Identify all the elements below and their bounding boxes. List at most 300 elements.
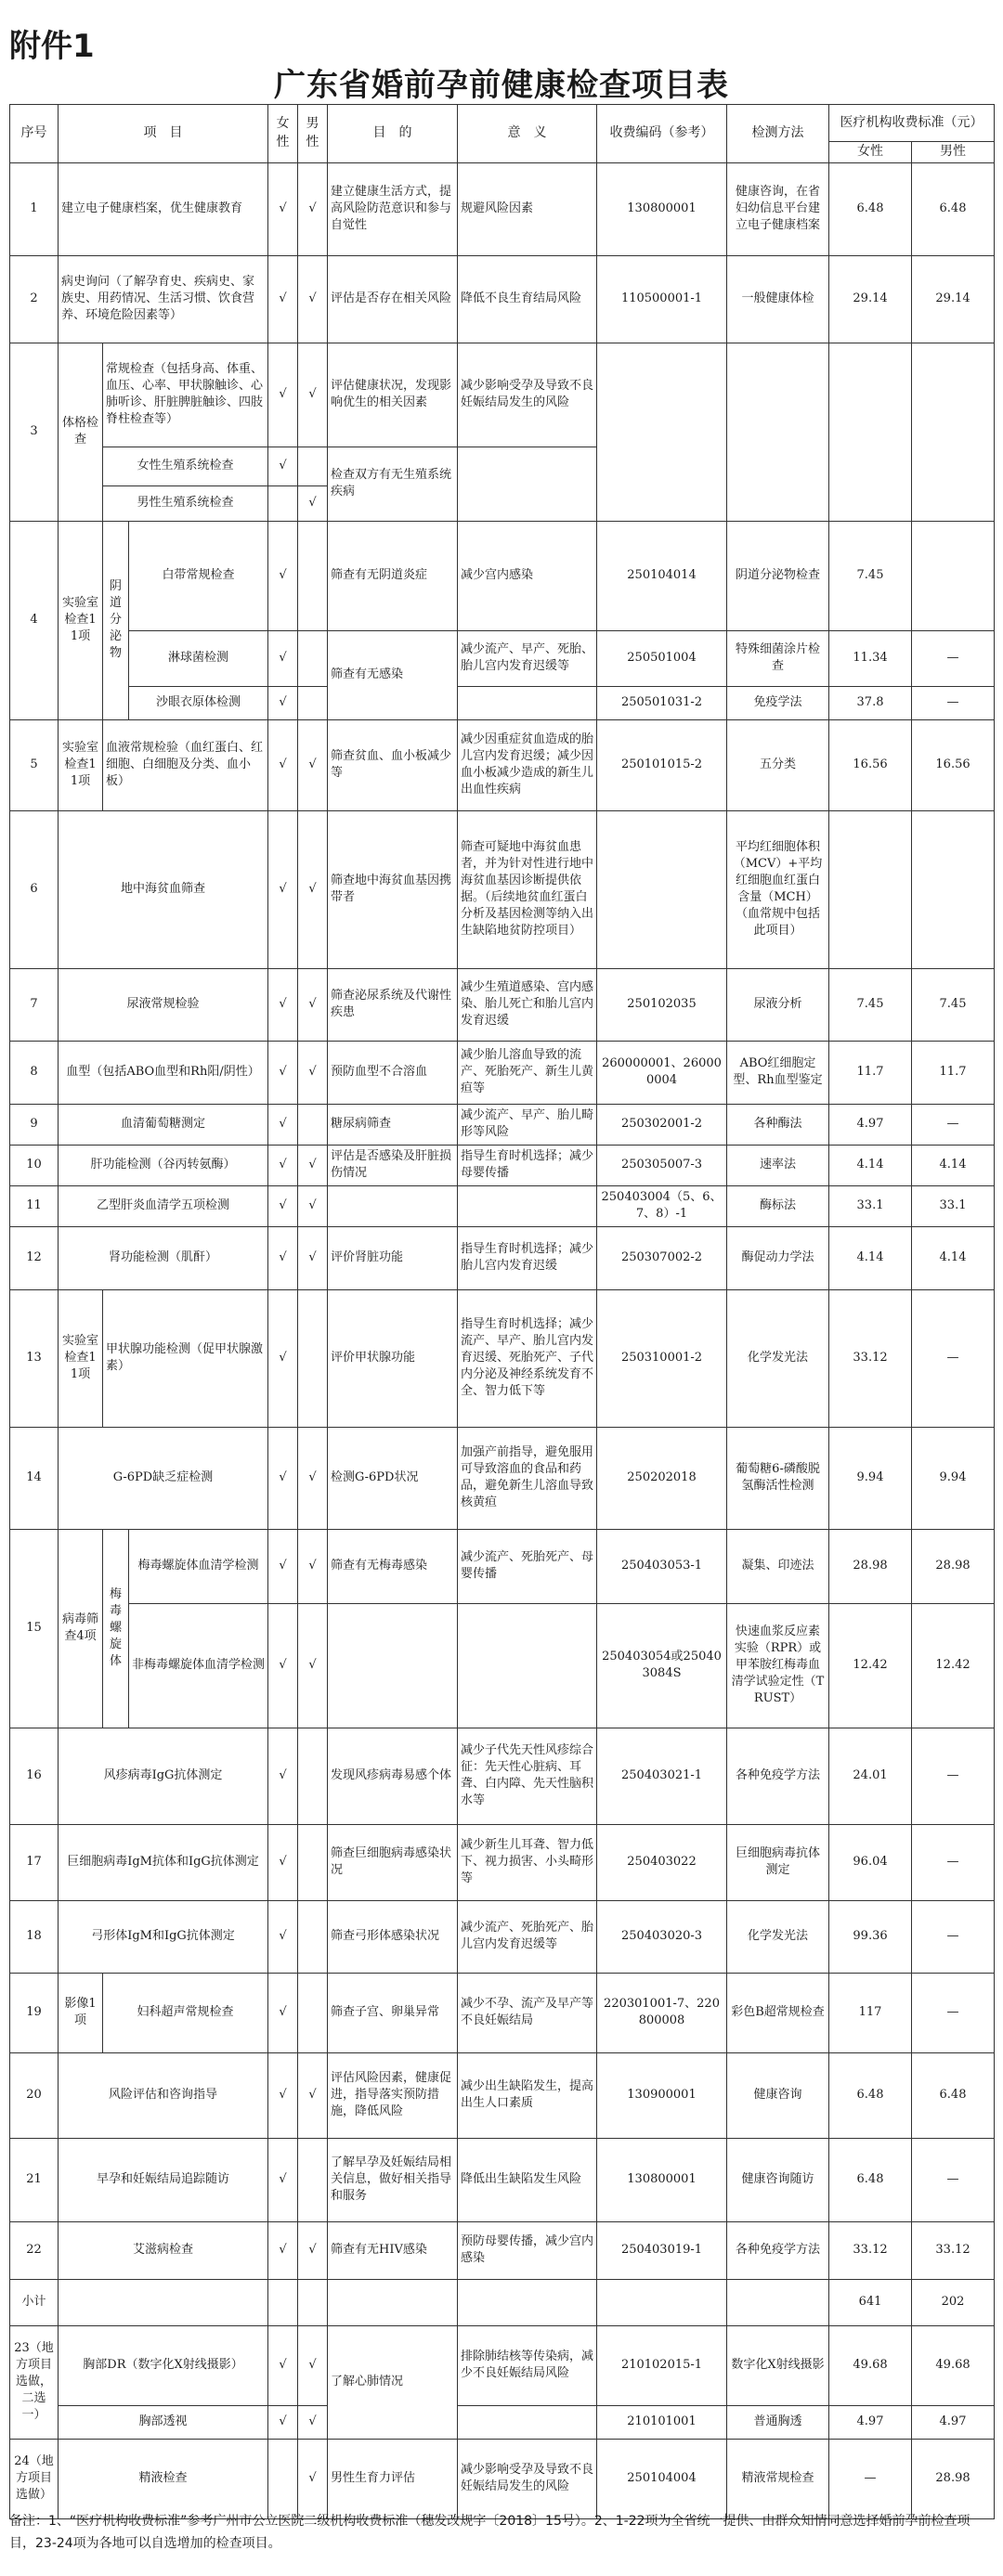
row-item: 胸部DR（数字化X射线摄影） bbox=[59, 2325, 268, 2405]
row-method: 健康咨询随访 bbox=[727, 2138, 829, 2221]
row-no: 11 bbox=[10, 1185, 59, 1226]
female-check: √ bbox=[268, 162, 298, 255]
row-purpose: 筛查地中海贫血基因携带者 bbox=[328, 810, 458, 968]
row-method: 各种酶法 bbox=[727, 1104, 829, 1145]
table-row bbox=[10, 1041, 995, 1104]
row-item: 男性生殖系统检查 bbox=[103, 485, 268, 521]
row-item: 艾滋病检查 bbox=[59, 2221, 268, 2279]
row-purpose: 评估健康状况，发现影响优生的相关因素 bbox=[328, 343, 458, 447]
row-meaning: 指导生育时机选择；减少母婴传播 bbox=[458, 1145, 597, 1185]
row-method: 尿液分析 bbox=[727, 968, 829, 1041]
header-male: 男性 bbox=[298, 105, 328, 163]
male-check: √ bbox=[298, 1185, 328, 1226]
row-method: 化学发光法 bbox=[727, 1900, 829, 1973]
row-fee-male: 4.14 bbox=[912, 1145, 995, 1185]
male-check: √ bbox=[298, 2221, 328, 2279]
row-purpose: 评估风险因素，健康促进，指导落实预防措施，降低风险 bbox=[328, 2052, 458, 2138]
female-check: √ bbox=[268, 2325, 298, 2405]
row-meaning bbox=[458, 447, 597, 521]
row-item: 风险评估和咨询指导 bbox=[59, 2052, 268, 2138]
row-purpose bbox=[328, 1185, 458, 1226]
row-method: 健康咨询，在省妇幼信息平台建立电子健康档案 bbox=[727, 162, 829, 255]
row-item: 风疹病毒IgG抗体测定 bbox=[59, 1728, 268, 1824]
row-fee-code: 260000001、260000004 bbox=[597, 1041, 727, 1104]
row-fee-male: 12.42 bbox=[912, 1603, 995, 1728]
female-check: √ bbox=[268, 2221, 298, 2279]
row-purpose: 评价甲状腺功能 bbox=[328, 1289, 458, 1427]
row-method: 免疫学法 bbox=[727, 686, 829, 719]
row-fee-male: — bbox=[912, 1728, 995, 1824]
row-no: 4 bbox=[10, 521, 59, 719]
table-row bbox=[10, 1973, 995, 2052]
row-no: 8 bbox=[10, 1041, 59, 1104]
row-fee-female: 33.1 bbox=[829, 1185, 912, 1226]
male-check: √ bbox=[298, 1145, 328, 1185]
row-item: 尿液常规检验 bbox=[59, 968, 268, 1041]
female-check: √ bbox=[268, 1145, 298, 1185]
row-method: 数字化X射线摄影 bbox=[727, 2325, 829, 2405]
row-item: 早孕和妊娠结局追踪随访 bbox=[59, 2138, 268, 2221]
row-fee-code: 210101001 bbox=[597, 2405, 727, 2439]
male-check: √ bbox=[298, 968, 328, 1041]
row-fee-female: 33.12 bbox=[829, 1289, 912, 1427]
row-fee-male: — bbox=[912, 686, 995, 719]
row-group: 实验室检查11项 bbox=[59, 719, 103, 810]
table-row bbox=[10, 1226, 995, 1289]
row-fee-code: 250403054或250403084S bbox=[597, 1603, 727, 1728]
header-fee-standard: 医疗机构收费标准（元） bbox=[829, 105, 995, 142]
row-item: 胸部透视 bbox=[59, 2405, 268, 2439]
female-check: √ bbox=[268, 1973, 298, 2052]
header-no: 序号 bbox=[10, 105, 59, 163]
table-header-row bbox=[10, 105, 995, 142]
row-fee-code: 250403020-3 bbox=[597, 1900, 727, 1973]
row-purpose: 评估是否感染及肝脏损伤情况 bbox=[328, 1145, 458, 1185]
row-no: 3 bbox=[10, 343, 59, 521]
male-check bbox=[298, 1104, 328, 1145]
row-fee-male: — bbox=[912, 1900, 995, 1973]
row-purpose: 检测G-6PD状况 bbox=[328, 1427, 458, 1529]
table-row bbox=[10, 719, 995, 810]
row-no: 19 bbox=[10, 1973, 59, 2052]
row-method: 平均红细胞体积（MCV）+平均红细胞血红蛋白含量（MCH）（血常规中包括此项目） bbox=[727, 810, 829, 968]
row-method: 速率法 bbox=[727, 1145, 829, 1185]
row-no: 20 bbox=[10, 2052, 59, 2138]
table-row bbox=[10, 2405, 995, 2439]
female-check: √ bbox=[268, 630, 298, 686]
male-check bbox=[298, 521, 328, 630]
female-check: √ bbox=[268, 1728, 298, 1824]
row-meaning: 筛查可疑地中海贫血患者，并为针对性进行地中海贫血基因诊断提供依据。（后续地贫血红蛋白分析及基因检测等纳入出生缺陷地贫防控项目） bbox=[458, 810, 597, 968]
table-row bbox=[10, 162, 995, 255]
male-check: √ bbox=[298, 2439, 328, 2518]
row-fee-female: 6.48 bbox=[829, 162, 912, 255]
row-no: 22 bbox=[10, 2221, 59, 2279]
female-check: √ bbox=[268, 255, 298, 343]
row-fee-female: 99.36 bbox=[829, 1900, 912, 1973]
row-method: 快速血浆反应素实验（RPR）或甲苯胺红梅毒血清学试验定性（TRUST） bbox=[727, 1603, 829, 1728]
row-meaning: 降低出生缺陷发生风险 bbox=[458, 2138, 597, 2221]
row-fee-code: 250102035 bbox=[597, 968, 727, 1041]
row-meaning: 减少流产、死胎死产、胎儿宫内发育迟缓等 bbox=[458, 1900, 597, 1973]
row-meaning bbox=[458, 2405, 597, 2439]
table-row bbox=[10, 1289, 995, 1427]
table-row bbox=[10, 2221, 995, 2279]
row-method: 阴道分泌物检查 bbox=[727, 521, 829, 630]
row-item: 梅毒螺旋体血清学检测 bbox=[129, 1529, 268, 1603]
row-fee-female: 6.48 bbox=[829, 2052, 912, 2138]
female-check: √ bbox=[268, 1603, 298, 1728]
row-fee-female: 33.12 bbox=[829, 2221, 912, 2279]
row-group: 影像1项 bbox=[59, 1973, 103, 2052]
row-fee-female bbox=[829, 343, 912, 521]
female-check: √ bbox=[268, 1824, 298, 1900]
header-item: 项 目 bbox=[59, 105, 268, 163]
row-item: 常规检查（包括身高、体重、血压、心率、甲状腺触诊、心肺听诊、肝脏脾脏触诊、四肢脊柱检查等） bbox=[103, 343, 268, 447]
header-method: 检测方法 bbox=[727, 105, 829, 163]
row-meaning: 减少宫内感染 bbox=[458, 521, 597, 630]
row-method bbox=[727, 343, 829, 521]
row-fee-code: 220301001-7、220800008 bbox=[597, 1973, 727, 2052]
row-no: 7 bbox=[10, 968, 59, 1041]
row-method: 葡萄糖6-磷酸脱氢酶活性检测 bbox=[727, 1427, 829, 1529]
row-item: 巨细胞病毒IgM抗体和IgG抗体测定 bbox=[59, 1824, 268, 1900]
male-check: √ bbox=[298, 255, 328, 343]
row-no: 10 bbox=[10, 1145, 59, 1185]
row-fee-female: 4.14 bbox=[829, 1226, 912, 1289]
female-check: √ bbox=[268, 1289, 298, 1427]
subtotal-row bbox=[10, 2279, 995, 2325]
male-check bbox=[298, 1973, 328, 2052]
row-fee-male: 33.12 bbox=[912, 2221, 995, 2279]
row-group: 体格检查 bbox=[59, 343, 103, 521]
row-method: 一般健康体检 bbox=[727, 255, 829, 343]
row-fee-code: 210102015-1 bbox=[597, 2325, 727, 2405]
female-check: √ bbox=[268, 521, 298, 630]
row-purpose: 筛查有无HIV感染 bbox=[328, 2221, 458, 2279]
row-meaning bbox=[458, 1185, 597, 1226]
header-fee-code: 收费编码（参考） bbox=[597, 105, 727, 163]
row-item: 弓形体IgM和IgG抗体测定 bbox=[59, 1900, 268, 1973]
row-purpose: 筛查贫血、血小板减少等 bbox=[328, 719, 458, 810]
row-purpose: 预防血型不合溶血 bbox=[328, 1041, 458, 1104]
row-item: 血液常规检验（血红蛋白、红细胞、白细胞及分类、血小板） bbox=[103, 719, 268, 810]
row-method: 特殊细菌涂片检查 bbox=[727, 630, 829, 686]
row-fee-male: 11.7 bbox=[912, 1041, 995, 1104]
row-purpose: 筛查子宫、卵巢异常 bbox=[328, 1973, 458, 2052]
row-meaning: 加强产前指导，避免服用可导致溶血的食品和药品，避免新生儿溶血导致核黄疸 bbox=[458, 1427, 597, 1529]
row-method: 酶促动力学法 bbox=[727, 1226, 829, 1289]
male-check bbox=[298, 1824, 328, 1900]
row-purpose: 筛查有无感染 bbox=[328, 630, 458, 719]
row-method: 各种免疫学方法 bbox=[727, 1728, 829, 1824]
female-check: √ bbox=[268, 686, 298, 719]
row-fee-male: 4.97 bbox=[912, 2405, 995, 2439]
row-no: 23（地方项目选做，二选一） bbox=[10, 2325, 59, 2439]
table-row bbox=[10, 968, 995, 1041]
row-no: 24（地方项目选做） bbox=[10, 2439, 59, 2518]
row-fee-male: 28.98 bbox=[912, 2439, 995, 2518]
row-fee-code: 130800001 bbox=[597, 2138, 727, 2221]
header-meaning: 意 义 bbox=[458, 105, 597, 163]
female-check: √ bbox=[268, 1529, 298, 1603]
row-no: 1 bbox=[10, 162, 59, 255]
row-item: 肾功能检测（肌酐） bbox=[59, 1226, 268, 1289]
row-no: 18 bbox=[10, 1900, 59, 1973]
table-row bbox=[10, 2052, 995, 2138]
table-row bbox=[10, 2439, 995, 2518]
row-group: 实验室检查11项 bbox=[59, 1289, 103, 1427]
subtotal-label: 小计 bbox=[10, 2279, 59, 2325]
row-fee-female: 4.97 bbox=[829, 2405, 912, 2439]
row-method: 精液常规检查 bbox=[727, 2439, 829, 2518]
row-purpose: 了解早孕及妊娠结局相关信息，做好相关指导和服务 bbox=[328, 2138, 458, 2221]
row-meaning: 规避风险因素 bbox=[458, 162, 597, 255]
male-check: √ bbox=[298, 1041, 328, 1104]
row-item: 病史询问（了解孕育史、疾病史、家族史、用药情况、生活习惯、饮食营养、环境危险因素等） bbox=[59, 255, 268, 343]
row-fee-code: 130900001 bbox=[597, 2052, 727, 2138]
row-fee-female: 37.8 bbox=[829, 686, 912, 719]
male-check bbox=[298, 686, 328, 719]
row-method: 彩色B超常规检查 bbox=[727, 1973, 829, 2052]
header-purpose: 目 的 bbox=[328, 105, 458, 163]
row-fee-female: 96.04 bbox=[829, 1824, 912, 1900]
row-meaning: 减少因重症贫血造成的胎儿宫内发育迟缓；减少因血小板减少造成的新生儿出血性疾病 bbox=[458, 719, 597, 810]
row-fee-code: 250403021-1 bbox=[597, 1728, 727, 1824]
female-check: √ bbox=[268, 447, 298, 485]
row-fee-male: 9.94 bbox=[912, 1427, 995, 1529]
row-no: 13 bbox=[10, 1289, 59, 1427]
table-row bbox=[10, 343, 995, 447]
row-fee-female: 4.14 bbox=[829, 1145, 912, 1185]
male-check: √ bbox=[298, 2405, 328, 2439]
female-check: √ bbox=[268, 1427, 298, 1529]
row-meaning: 指导生育时机选择；减少流产、早产、胎儿宫内发育迟缓、死胎死产、子代内分泌及神经系统发育不全、智力低下等 bbox=[458, 1289, 597, 1427]
row-fee-male: 49.68 bbox=[912, 2325, 995, 2405]
row-meaning: 减少不孕、流产及早产等不良妊娠结局 bbox=[458, 1973, 597, 2052]
table-row bbox=[10, 1104, 995, 1145]
female-check bbox=[268, 485, 298, 521]
row-purpose: 检查双方有无生殖系统疾病 bbox=[328, 447, 458, 521]
row-fee-code: 250403004（5、6、7、8）-1 bbox=[597, 1185, 727, 1226]
row-method: 巨细胞病毒抗体测定 bbox=[727, 1824, 829, 1900]
subtotal-fee-female: 641 bbox=[829, 2279, 912, 2325]
row-fee-male: — bbox=[912, 1973, 995, 2052]
row-fee-female: 24.01 bbox=[829, 1728, 912, 1824]
row-fee-male bbox=[912, 343, 995, 521]
annex-label: 附件1 bbox=[9, 28, 95, 65]
row-meaning: 减少子代先天性风疹综合征：先天性心脏病、耳聋、白内障、先天性脑积水等 bbox=[458, 1728, 597, 1824]
table-row bbox=[10, 1529, 995, 1603]
row-item: 甲状腺功能检测（促甲状腺激素） bbox=[103, 1289, 268, 1427]
table-row bbox=[10, 2325, 995, 2405]
row-item: 精液检查 bbox=[59, 2439, 268, 2518]
row-no: 17 bbox=[10, 1824, 59, 1900]
row-group: 病毒筛查4项 bbox=[59, 1529, 103, 1728]
row-item: 妇科超声常规检查 bbox=[103, 1973, 268, 2052]
row-purpose: 男性生育力评估 bbox=[328, 2439, 458, 2518]
row-fee-female: 49.68 bbox=[829, 2325, 912, 2405]
row-fee-female: 7.45 bbox=[829, 521, 912, 630]
male-check bbox=[298, 1900, 328, 1973]
row-meaning: 减少胎儿溶血导致的流产、死胎死产、新生儿黄疸等 bbox=[458, 1041, 597, 1104]
row-fee-female: 16.56 bbox=[829, 719, 912, 810]
row-fee-code: 250305007-3 bbox=[597, 1145, 727, 1185]
female-check: √ bbox=[268, 1226, 298, 1289]
female-check: √ bbox=[268, 2138, 298, 2221]
row-no: 14 bbox=[10, 1427, 59, 1529]
row-purpose: 筛查有无梅毒感染 bbox=[328, 1529, 458, 1603]
row-item: 肝功能检测（谷丙转氨酶） bbox=[59, 1145, 268, 1185]
row-fee-female: 117 bbox=[829, 1973, 912, 2052]
row-purpose: 评估是否存在相关风险 bbox=[328, 255, 458, 343]
row-fee-female: 9.94 bbox=[829, 1427, 912, 1529]
row-no: 2 bbox=[10, 255, 59, 343]
female-check: √ bbox=[268, 968, 298, 1041]
row-item: G-6PD缺乏症检测 bbox=[59, 1427, 268, 1529]
row-fee-code: 250403019-1 bbox=[597, 2221, 727, 2279]
row-no: 9 bbox=[10, 1104, 59, 1145]
row-fee-male: — bbox=[912, 630, 995, 686]
row-method: ABO红细胞定型、Rh血型鉴定 bbox=[727, 1041, 829, 1104]
header-fee-male: 男性 bbox=[912, 142, 995, 163]
row-no: 5 bbox=[10, 719, 59, 810]
subtotal-fee-male: 202 bbox=[912, 2279, 995, 2325]
row-fee-male bbox=[912, 810, 995, 968]
row-method: 五分类 bbox=[727, 719, 829, 810]
male-check: √ bbox=[298, 1226, 328, 1289]
male-check: √ bbox=[298, 719, 328, 810]
male-check bbox=[298, 2138, 328, 2221]
row-fee-code: 250307002-2 bbox=[597, 1226, 727, 1289]
female-check: √ bbox=[268, 2405, 298, 2439]
row-method: 各种免疫学方法 bbox=[727, 2221, 829, 2279]
male-check: √ bbox=[298, 343, 328, 447]
row-meaning bbox=[458, 1603, 597, 1728]
table-row bbox=[10, 686, 995, 719]
row-item: 血型（包括ABO血型和Rh阳/阴性） bbox=[59, 1041, 268, 1104]
row-fee-code: 250403022 bbox=[597, 1824, 727, 1900]
row-item: 建立电子健康档案，优生健康教育 bbox=[59, 162, 268, 255]
row-fee-code bbox=[597, 810, 727, 968]
row-fee-male: 16.56 bbox=[912, 719, 995, 810]
male-check: √ bbox=[298, 162, 328, 255]
table-row bbox=[10, 1603, 995, 1728]
male-check: √ bbox=[298, 1603, 328, 1728]
row-method: 凝集、印迹法 bbox=[727, 1529, 829, 1603]
male-check bbox=[298, 447, 328, 485]
male-check: √ bbox=[298, 810, 328, 968]
row-meaning: 降低不良生育结局风险 bbox=[458, 255, 597, 343]
row-no: 16 bbox=[10, 1728, 59, 1824]
table-row bbox=[10, 1427, 995, 1529]
row-purpose: 建立健康生活方式，提高风险防范意识和参与自觉性 bbox=[328, 162, 458, 255]
row-purpose: 筛查泌尿系统及代谢性疾患 bbox=[328, 968, 458, 1041]
row-item: 白带常规检查 bbox=[129, 521, 268, 630]
header-fee-female: 女性 bbox=[829, 142, 912, 163]
row-fee-female: 11.34 bbox=[829, 630, 912, 686]
row-fee-code: 250104014 bbox=[597, 521, 727, 630]
table-row bbox=[10, 810, 995, 968]
row-purpose: 发现风疹病毒易感个体 bbox=[328, 1728, 458, 1824]
row-meaning: 减少出生缺陷发生，提高出生人口素质 bbox=[458, 2052, 597, 2138]
row-fee-code: 250202018 bbox=[597, 1427, 727, 1529]
row-fee-male: 6.48 bbox=[912, 162, 995, 255]
row-meaning: 减少影响受孕及导致不良妊娠结局发生的风险 bbox=[458, 2439, 597, 2518]
row-fee-male: 29.14 bbox=[912, 255, 995, 343]
row-no: 12 bbox=[10, 1226, 59, 1289]
row-fee-male: 6.48 bbox=[912, 2052, 995, 2138]
row-fee-code: 250501031-2 bbox=[597, 686, 727, 719]
exam-items-table bbox=[9, 104, 995, 2519]
male-check: √ bbox=[298, 2052, 328, 2138]
row-meaning: 预防母婴传播，减少宫内感染 bbox=[458, 2221, 597, 2279]
row-fee-code: 250101015-2 bbox=[597, 719, 727, 810]
row-fee-male: — bbox=[912, 1104, 995, 1145]
row-subgroup: 梅毒螺旋体 bbox=[103, 1529, 129, 1728]
male-check: √ bbox=[298, 2325, 328, 2405]
female-check: √ bbox=[268, 1041, 298, 1104]
row-no: 15 bbox=[10, 1529, 59, 1728]
row-item: 乙型肝炎血清学五项检测 bbox=[59, 1185, 268, 1226]
female-check: √ bbox=[268, 1900, 298, 1973]
table-row bbox=[10, 1185, 995, 1226]
table-row bbox=[10, 1728, 995, 1824]
row-subgroup: 阴道分泌物 bbox=[103, 521, 129, 719]
male-check bbox=[298, 1728, 328, 1824]
row-fee-female: 12.42 bbox=[829, 1603, 912, 1728]
row-item: 沙眼衣原体检测 bbox=[129, 686, 268, 719]
row-meaning: 减少流产、早产、死胎、胎儿宫内发育迟缓等 bbox=[458, 630, 597, 686]
row-fee-female: — bbox=[829, 2439, 912, 2518]
row-fee-code: 250310001-2 bbox=[597, 1289, 727, 1427]
row-fee-female: 29.14 bbox=[829, 255, 912, 343]
row-purpose bbox=[328, 1603, 458, 1728]
row-fee-male: 7.45 bbox=[912, 968, 995, 1041]
row-meaning: 排除肺结核等传染病，减少不良妊娠结局风险 bbox=[458, 2325, 597, 2405]
row-meaning bbox=[458, 686, 597, 719]
row-fee-female: 28.98 bbox=[829, 1529, 912, 1603]
male-check: √ bbox=[298, 1427, 328, 1529]
row-method: 健康咨询 bbox=[727, 2052, 829, 2138]
row-item: 淋球菌检测 bbox=[129, 630, 268, 686]
table-row bbox=[10, 2138, 995, 2221]
row-fee-code bbox=[597, 343, 727, 521]
male-check: √ bbox=[298, 485, 328, 521]
female-check: √ bbox=[268, 1104, 298, 1145]
row-fee-code: 250104004 bbox=[597, 2439, 727, 2518]
row-method: 普通胸透 bbox=[727, 2405, 829, 2439]
row-fee-code: 250501004 bbox=[597, 630, 727, 686]
female-check: √ bbox=[268, 2052, 298, 2138]
row-fee-female: 6.48 bbox=[829, 2138, 912, 2221]
male-check bbox=[298, 1289, 328, 1427]
row-fee-male: — bbox=[912, 1824, 995, 1900]
row-fee-code: 250403053-1 bbox=[597, 1529, 727, 1603]
row-purpose: 筛查弓形体感染状况 bbox=[328, 1900, 458, 1973]
female-check bbox=[268, 2439, 298, 2518]
row-meaning: 减少影响受孕及导致不良妊娠结局发生的风险 bbox=[458, 343, 597, 447]
row-purpose: 筛查巨细胞病毒感染状况 bbox=[328, 1824, 458, 1900]
row-meaning: 减少流产、早产、胎儿畸形等风险 bbox=[458, 1104, 597, 1145]
row-group: 实验室检查11项 bbox=[59, 521, 103, 719]
row-method: 酶标法 bbox=[727, 1185, 829, 1226]
female-check: √ bbox=[268, 343, 298, 447]
row-meaning: 减少流产、死胎死产、母婴传播 bbox=[458, 1529, 597, 1603]
row-fee-female: 7.45 bbox=[829, 968, 912, 1041]
row-meaning: 减少生殖道感染、宫内感染、胎儿死亡和胎儿宫内发育迟缓 bbox=[458, 968, 597, 1041]
row-purpose: 糖尿病筛查 bbox=[328, 1104, 458, 1145]
